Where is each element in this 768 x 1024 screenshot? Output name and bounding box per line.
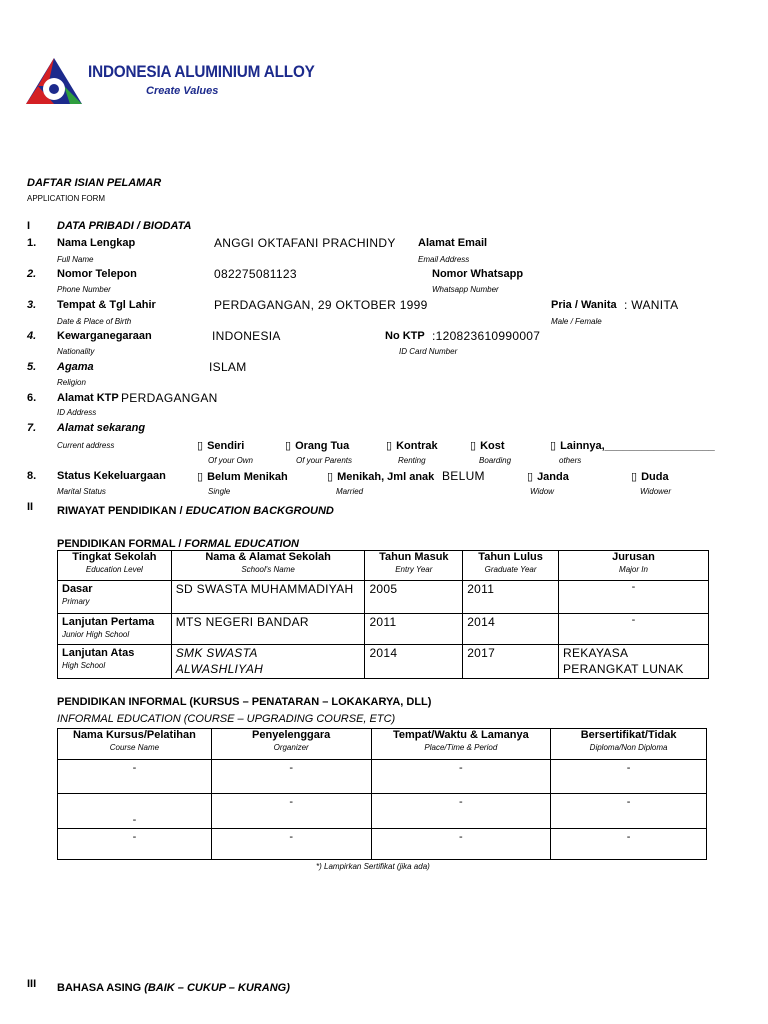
header-label: Nama & Alamat Sekolah [205,551,331,563]
table-row [58,645,709,679]
header-cell [58,729,212,760]
item-6-number: 6. [27,392,37,404]
item-5-number: 5. [27,361,37,373]
header-sub: School's Name [241,565,295,574]
formal-title-a: PENDIDIKAN FORMAL / [57,538,185,550]
religion-label: Agama [57,361,94,373]
grad-value: 2011 [467,582,495,596]
option-kontrak[interactable]: ▯ Kontrak [386,439,438,452]
level-sub: High School [62,661,106,670]
header-cell [365,551,463,581]
level-sub: Junior High School [62,630,130,639]
marital-label: Status Kekeluargaan [57,470,166,482]
item-7-number: 7. [27,422,37,434]
religion-value[interactable]: ISLAM [209,360,247,374]
option-kost-sub: Boarding [479,456,512,465]
header-cell [551,729,707,760]
phone-sub: Phone Number [57,285,111,294]
table-row [58,829,707,860]
organizer-value: - [289,831,293,843]
header-label: Bersertifikat/Tidak [580,729,677,741]
course-value: - [132,831,137,843]
nationality-sub: Nationality [57,347,95,356]
diploma-value: - [626,762,631,774]
nationality-value[interactable]: INDONESIA [212,329,281,343]
school-cell[interactable] [171,645,365,679]
form-title: DAFTAR ISIAN PELAMAR [27,177,162,189]
school-value: SD SWASTA MUHAMMADIYAH [175,582,354,596]
table-header-row [58,729,707,760]
diploma-cell[interactable] [551,794,707,829]
section-2-title [57,501,334,519]
header-sub: Organizer [273,743,309,752]
ktp-address-label: Alamat KTP [57,392,119,404]
header-sub: Graduate Year [484,565,537,574]
formal-title-b: FORMAL EDUCATION [184,538,300,550]
place-value: - [459,831,463,843]
informal-education-table [57,728,707,860]
organizer-value: - [289,796,293,808]
option-sendiri-sub: Of your Own [208,456,253,465]
item-8-number: 8. [27,470,37,482]
option-married-sub: Married [336,487,364,496]
entry-value: 2005 [369,582,398,596]
option-lainnya-sub: others [559,456,582,465]
item-2-number: 2. [27,268,37,280]
whatsapp-sub: Whatsapp Number [432,285,499,294]
organizer-cell[interactable] [211,794,371,829]
option-sendiri[interactable]: ▯ Sendiri [197,439,244,452]
ktp-address-value[interactable]: PERDAGANGAN [121,391,218,405]
nationality-label: Kewarganegaraan [57,330,152,342]
major-cell[interactable] [558,581,708,614]
company-logo [24,56,84,106]
option-kontrak-sub: Renting [398,456,426,465]
header-sub: Major In [619,565,648,574]
header-cell [558,551,708,581]
header-sub: Education Level [85,565,143,574]
section-3-title-b: (BAIK – CUKUP – KURANG) [144,982,290,994]
level-label: Lanjutan Pertama [62,616,155,628]
whatsapp-label: Nomor Whatsapp [432,268,524,280]
current-address-sub: Current address [57,441,115,450]
place-value: - [459,762,463,774]
header-sub: Diploma/Non Diploma [589,743,668,752]
place-cell[interactable] [371,794,551,829]
major-cell[interactable] [558,645,708,679]
diploma-cell[interactable] [551,829,707,860]
table-row [58,581,709,614]
level-cell [58,645,172,679]
table-row [58,794,707,829]
informal-education-title: PENDIDIKAN INFORMAL (KURSUS – PENATARAN – LOKAKARYA, DLL) [57,696,432,708]
option-widower[interactable]: ▯ Duda [631,470,669,483]
triangle-logo-icon [24,56,84,106]
school-cell[interactable] [171,614,365,645]
diploma-cell[interactable] [551,760,707,794]
option-widow-sub: Widow [530,487,554,496]
table-row [58,614,709,645]
entry-cell[interactable] [365,645,463,679]
entry-cell[interactable] [365,614,463,645]
diploma-value: - [626,831,631,843]
header-cell [211,729,371,760]
major-cell[interactable] [558,614,708,645]
major-value: REKAYASA PERANGKAT LUNAK [562,646,684,676]
grad-cell[interactable] [463,614,559,645]
header-label: Tempat/Waktu & Lamanya [393,729,529,741]
grad-value: 2014 [467,615,496,629]
entry-cell[interactable] [365,581,463,614]
certificate-note: *) Lampirkan Sertifikat (jika ada) [316,862,430,871]
organizer-value: - [289,762,293,774]
option-lainnya[interactable]: ▯ Lainnya,__________________ [550,439,715,452]
header-cell [463,551,559,581]
ktp-address-sub: ID Address [57,408,97,417]
header-label: Tingkat Sekolah [72,551,157,563]
marital-sub: Marital Status [57,487,106,496]
formal-education-table [57,550,709,679]
section-3-title [57,978,290,996]
form-subtitle: APPLICATION FORM [27,194,106,203]
course-value: - [132,814,137,826]
header-label: Tahun Lulus [478,551,543,563]
place-cell[interactable] [371,760,551,794]
gender-sub: Male / Female [551,317,602,326]
level-label: Dasar [62,583,93,595]
item-1-number: 1. [27,237,37,249]
grad-cell[interactable] [463,581,559,614]
section-2-number: II [27,501,34,513]
birth-sub: Date & Place of Birth [57,317,132,326]
birth-value[interactable]: PERDAGANGAN, 29 OKTOBER 1999 [214,298,428,312]
item-4-number: 4. [27,330,37,342]
school-cell[interactable] [171,581,365,614]
children-value[interactable]: BELUM [442,469,485,483]
phone-value[interactable]: 082275081123 [214,267,297,281]
header-label: Tahun Masuk [379,551,449,563]
place-cell[interactable] [371,829,551,860]
option-kost[interactable]: ▯ Kost [470,439,505,452]
company-name: INDONESIA ALUMINIUM ALLOY [88,62,315,81]
option-single-sub: Single [208,487,231,496]
entry-value: 2014 [369,646,398,660]
section-3-number: III [27,978,37,990]
header-cell [58,551,172,581]
religion-sub: Religion [57,378,86,387]
header-label: Nama Kursus/Pelatihan [72,729,196,741]
organizer-cell[interactable] [211,829,371,860]
organizer-cell[interactable] [211,760,371,794]
diploma-value: - [626,796,631,808]
school-value: SMK SWASTA ALWASHLIYAH [175,646,264,676]
grad-value: 2017 [467,646,496,660]
phone-label: Nomor Telepon [57,268,137,280]
item-3-number: 3. [27,299,37,311]
header-label: Penyelenggara [252,729,331,741]
level-sub: Primary [62,597,90,606]
header-sub: Entry Year [395,565,433,574]
table-row [58,760,707,794]
level-label: Lanjutan Atas [62,647,135,659]
table-header-row [58,551,709,581]
ktp-sub: ID Card Number [399,347,458,356]
option-married[interactable]: ▯ Menikah, Jml anak [327,470,434,483]
major-value: - [631,581,636,593]
ktp-label: No KTP [385,330,425,342]
course-cell[interactable] [58,829,212,860]
option-orang-tua[interactable]: ▯ Orang Tua [285,439,349,452]
major-value: - [631,614,636,626]
option-single[interactable]: ▯ Belum Menikah [197,470,288,483]
grad-cell[interactable] [463,645,559,679]
section-2-title-a: RIWAYAT PENDIDIKAN / [57,505,186,517]
gender-value[interactable]: : WANITA [624,298,679,312]
header-sub: Place/Time & Period [424,743,498,752]
full-name-label: Nama Lengkap [57,237,136,249]
course-cell[interactable] [58,794,212,829]
entry-value: 2011 [369,615,397,629]
option-widow[interactable]: ▯ Janda [527,470,569,483]
option-widower-sub: Widower [640,487,672,496]
email-sub: Email Address [418,255,470,264]
school-value: MTS NEGERI BANDAR [175,615,309,629]
level-cell [58,581,172,614]
header-cell [371,729,551,760]
gender-label: Pria / Wanita [551,299,617,311]
header-cell [171,551,365,581]
ktp-value[interactable]: :120823610990007 [432,329,541,343]
header-label: Jurusan [612,551,655,563]
full-name-sub: Full Name [57,255,94,264]
section-3-title-a: BAHASA ASING [57,982,145,994]
section-1-number: I [27,220,31,232]
course-cell[interactable] [58,760,212,794]
level-cell [58,614,172,645]
informal-education-subtitle: INFORMAL EDUCATION (COURSE – UPGRADING COURSE, ETC) [57,713,396,725]
full-name-value[interactable]: ANGGI OKTAFANI PRACHINDY [214,236,396,250]
header-sub: Course Name [109,743,160,752]
birth-label: Tempat & Tgl Lahir [57,299,156,311]
email-label: Alamat Email [418,237,488,249]
place-value: - [459,796,463,808]
company-tagline: Create Values [146,85,219,97]
option-orang-tua-sub: Of your Parents [296,456,353,465]
current-address-label: Alamat sekarang [57,422,146,434]
section-1-title: DATA PRIBADI / BIODATA [57,220,192,232]
course-value: - [132,762,137,774]
section-2-title-b: EDUCATION BACKGROUND [185,505,334,517]
